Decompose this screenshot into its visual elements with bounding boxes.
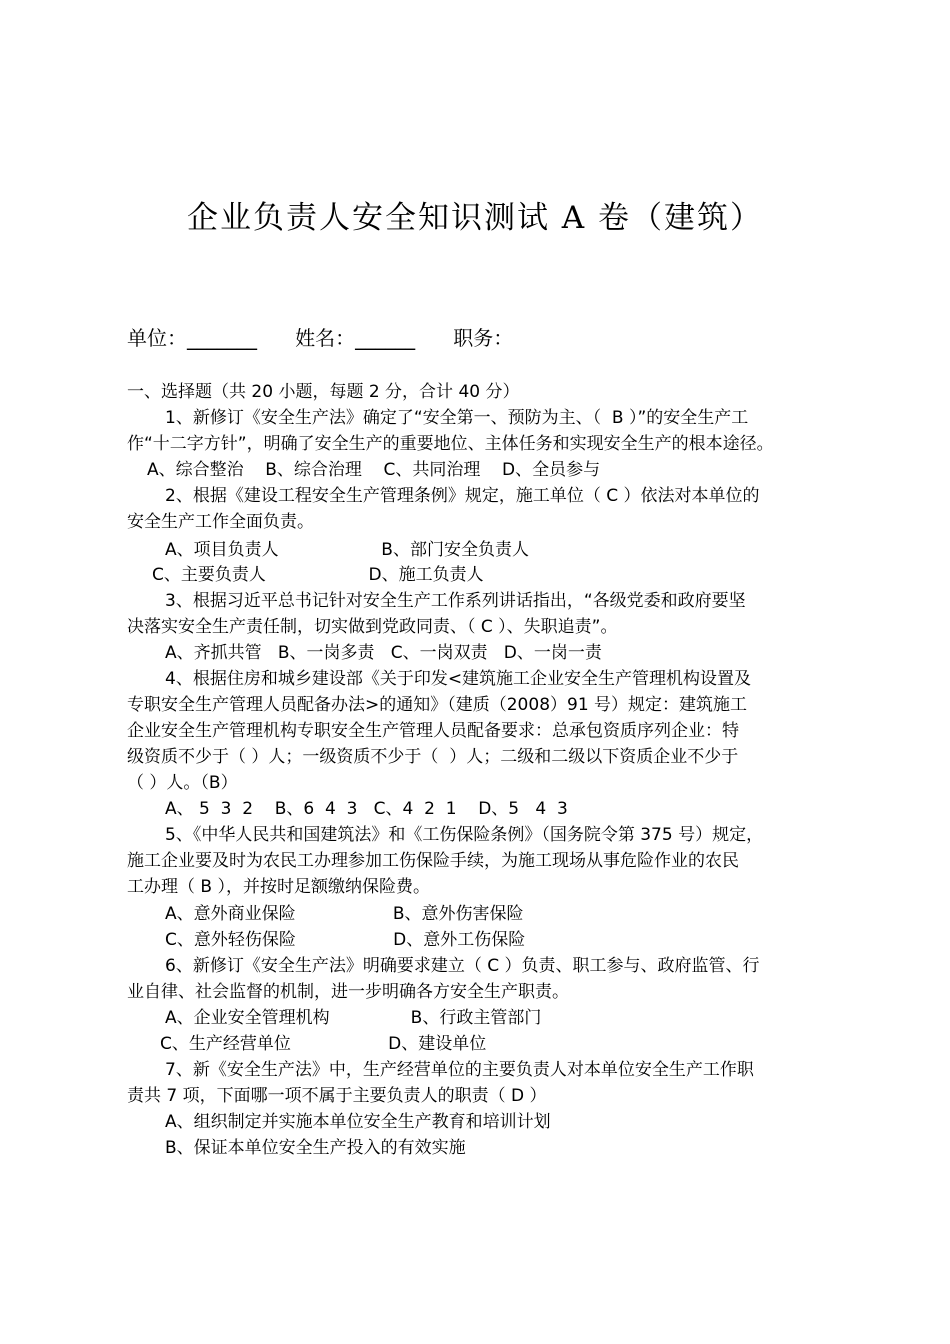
question-7-line-2: 责共 7 项，下面哪一项不属于主要负责人的职责（ D ）: [127, 1086, 547, 1106]
document-title: 企业负责人安全知识测试 A 卷（建筑）: [186, 200, 764, 236]
question-4-line-4: 级资质不少于（ ）人；一级资质不少于（ ）人；二级和二级以下资质企业不少于: [127, 747, 739, 767]
question-4-line-1: 4、根据住房和城乡建设部《关于印发<建筑施工企业安全生产管理机构设置及: [165, 669, 752, 689]
question-2-options-cd: C、主要负责人 D、施工负责人: [152, 565, 484, 585]
question-4-line-2: 专职安全生产管理人员配备办法>的通知》（建质（2008）91 号）规定：建筑施工: [127, 695, 748, 715]
question-4-options: A、 5 3 2 B、6 4 3 C、4 2 1 D、5 4 3: [165, 799, 568, 819]
question-2-options-ab: A、项目负责人 B、部门安全负责人: [165, 540, 529, 560]
question-2-line-2: 安全生产工作全面负责。: [127, 512, 314, 532]
question-1-options: A、综合整治 B、综合治理 C、共同治理 D、全员参与: [147, 460, 601, 480]
question-1-line-1: 1、新修订《安全生产法》确定了“安全第一、预防为主、（ B ）”的安全生产工: [165, 408, 749, 428]
question-6-options-cd: C、生产经营单位 D、建设单位: [160, 1034, 487, 1054]
question-4-line-5: （ ）人。（B）: [127, 773, 238, 793]
question-6-line-2: 业自律、社会监督的机制，进一步明确各方安全生产职责。: [127, 982, 569, 1002]
question-6-options-ab: A、企业安全管理机构 B、行政主管部门: [165, 1008, 542, 1028]
question-7-option-b: B、保证本单位安全生产投入的有效实施: [165, 1138, 466, 1158]
question-5-line-1: 5、《中华人民共和国建筑法》和《工伤保险条例》（国务院令第 375 号）规定，: [165, 825, 764, 845]
question-5-line-3: 工办理（ B ），并按时足额缴纳保险费。: [127, 877, 430, 897]
info-fields-line: 单位：_______ 姓名：______ 职务：: [127, 326, 514, 350]
question-2-line-1: 2、根据《建设工程安全生产管理条例》规定，施工单位（ C ）依法对本单位的: [165, 486, 760, 506]
question-6-line-1: 6、新修订《安全生产法》明确要求建立（ C ）负责、职工参与、政府监管、行: [165, 956, 760, 976]
question-3-options: A、齐抓共管 B、一岗多责 C、一岗双责 D、一岗一责: [165, 643, 602, 663]
question-1-line-2: 作“十二字方针”，明确了安全生产的重要地位、主体任务和实现安全生产的根本途径。: [127, 434, 774, 454]
question-3-line-2: 决落实安全生产责任制，切实做到党政同责、（ C ）、失职追责”。: [127, 617, 618, 637]
question-7-option-a: A、组织制定并实施本单位安全生产教育和培训计划: [165, 1112, 551, 1132]
section-heading: 一、选择题（共 20 小题，每题 2 分，合计 40 分）: [127, 382, 520, 402]
question-5-options-cd: C、意外轻伤保险 D、意外工伤保险: [165, 930, 526, 950]
question-4-line-3: 企业安全生产管理机构专职安全生产管理人员配备要求：总承包资质序列企业：特: [127, 721, 739, 741]
question-3-line-1: 3、根据习近平总书记针对安全生产工作系列讲话指出，“各级党委和政府要坚: [165, 591, 746, 611]
question-5-line-2: 施工企业要及时为农民工办理参加工伤保险手续，为施工现场从事危险作业的农民: [127, 851, 739, 871]
question-7-line-1: 7、新《安全生产法》中，生产经营单位的主要负责人对本单位安全生产工作职: [165, 1060, 754, 1080]
question-5-options-ab: A、意外商业保险 B、意外伤害保险: [165, 904, 524, 924]
